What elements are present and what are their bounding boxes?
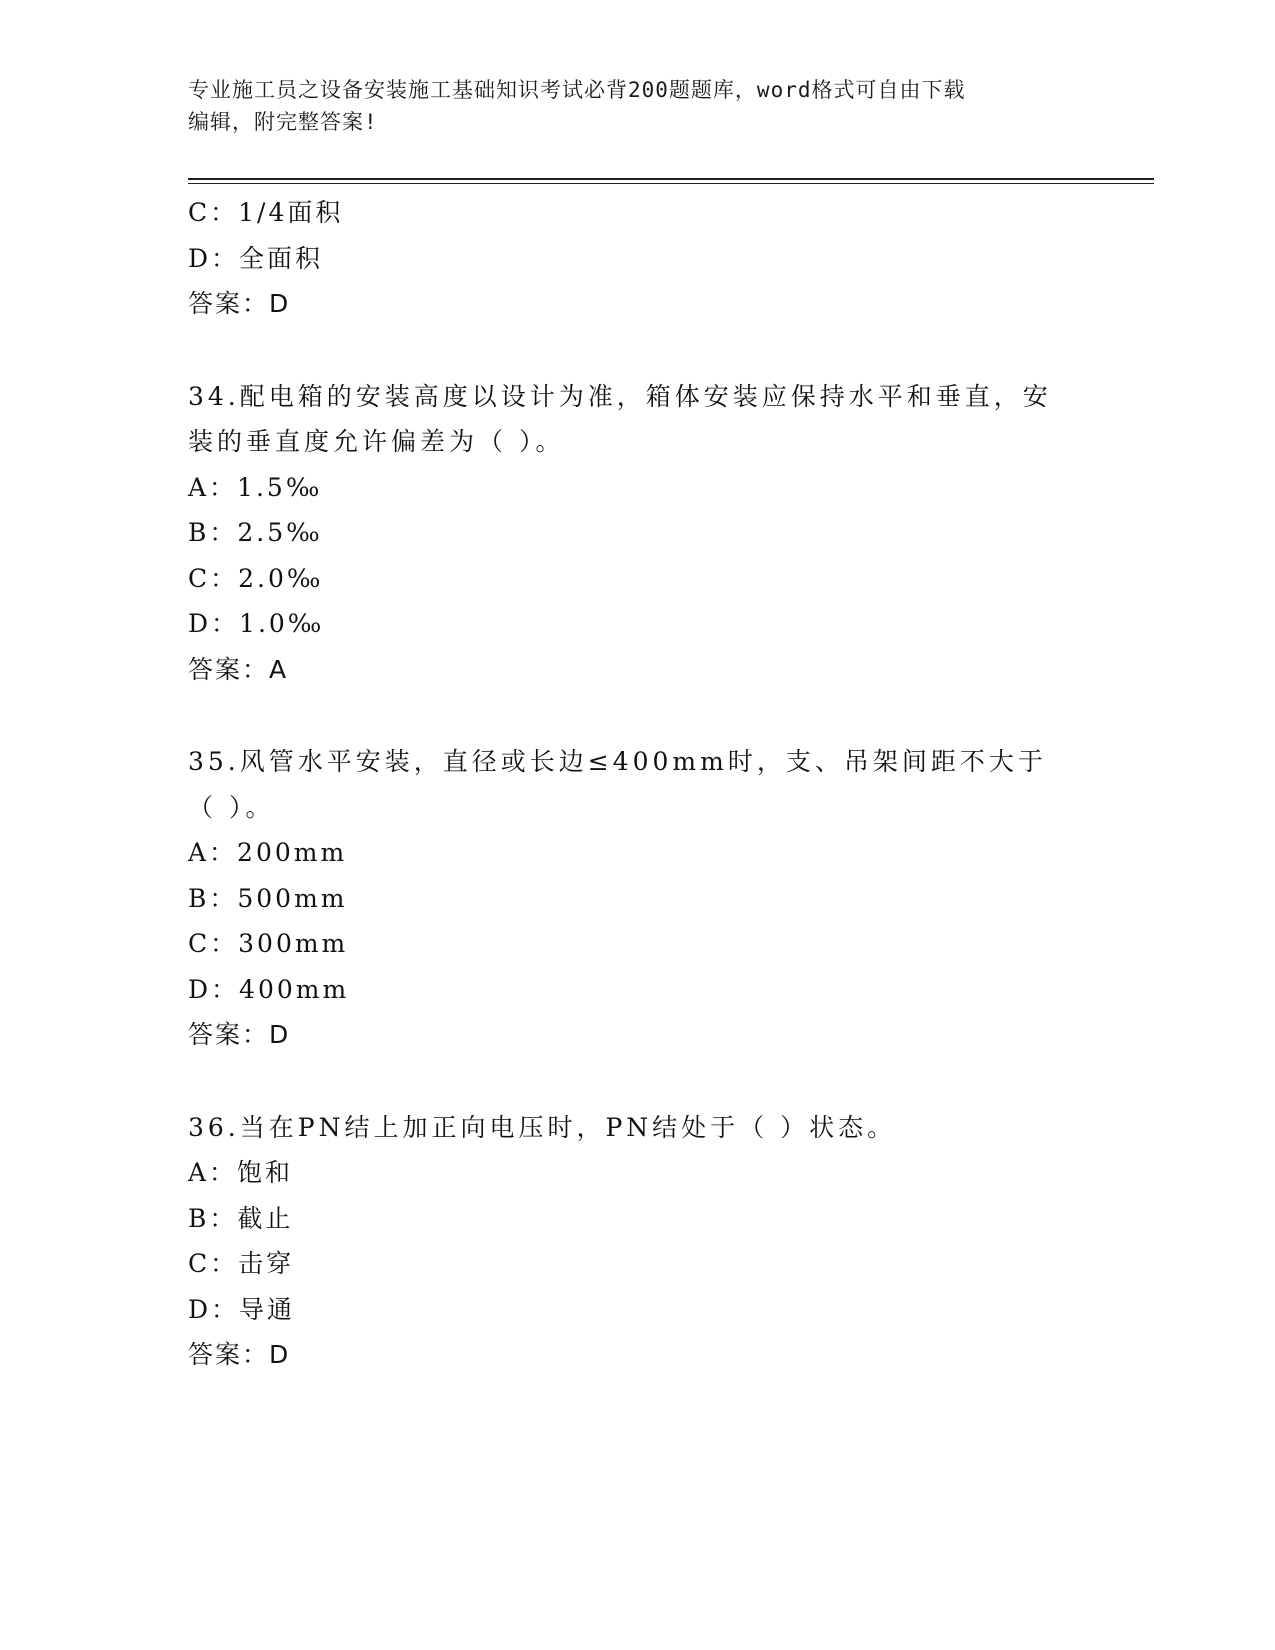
- option-b: B：2.5‰: [188, 518, 323, 547]
- option-c: C：击穿: [188, 1249, 295, 1278]
- question-text: 36.当在PN结上加正向电压时，PN结处于（ ）状态。: [188, 1112, 897, 1142]
- answer-line: 答案：D: [188, 1340, 291, 1369]
- option-c: C：1/4面积: [188, 198, 344, 227]
- option-a: A：1.5‰: [188, 472, 323, 502]
- question-text: 34.配电箱的安装高度以设计为准，箱体安装应保持水平和垂直，安装的垂直度允许偏差为（ ）。: [188, 381, 1052, 456]
- answer-line: 答案：D: [188, 289, 291, 318]
- question-35: [188, 739, 1088, 1058]
- option-d: D：全面积: [188, 243, 324, 273]
- option-c: C：300mm: [188, 929, 349, 958]
- option-a: A：200mm: [188, 838, 348, 867]
- header-title-line-2: 编辑，附完整答案!: [188, 110, 378, 134]
- spacer: [188, 692, 1088, 739]
- option-c: C：2.0‰: [188, 563, 324, 593]
- spacer: [188, 1058, 1088, 1105]
- option-b: B：截止: [188, 1203, 294, 1233]
- option-d: D：1.0‰: [188, 609, 325, 638]
- question-36: [188, 1105, 1088, 1378]
- option-d: D：400mm: [188, 974, 350, 1004]
- answer-line: 答案：A: [188, 654, 289, 684]
- question-34: [188, 374, 1088, 693]
- option-d: D：导通: [188, 1294, 296, 1324]
- spacer: [188, 327, 1088, 374]
- document-header: [188, 74, 1088, 138]
- header-title-line-1: 专业施工员之设备安装施工基础知识考试必背200题题库，word格式可自由下载: [188, 78, 966, 102]
- option-b: B：500mm: [188, 883, 348, 913]
- header-divider-thick: [188, 178, 1154, 180]
- document-body: [188, 190, 1088, 1378]
- header-divider-thin: [188, 183, 1154, 184]
- question-text: 35.风管水平安装，直径或长边≤400mm时，支、吊架间距不大于（ ）。: [188, 747, 1047, 822]
- question-33-continuation: [188, 190, 1088, 327]
- answer-line: 答案：D: [188, 1020, 291, 1049]
- option-a: A：饱和: [188, 1158, 294, 1187]
